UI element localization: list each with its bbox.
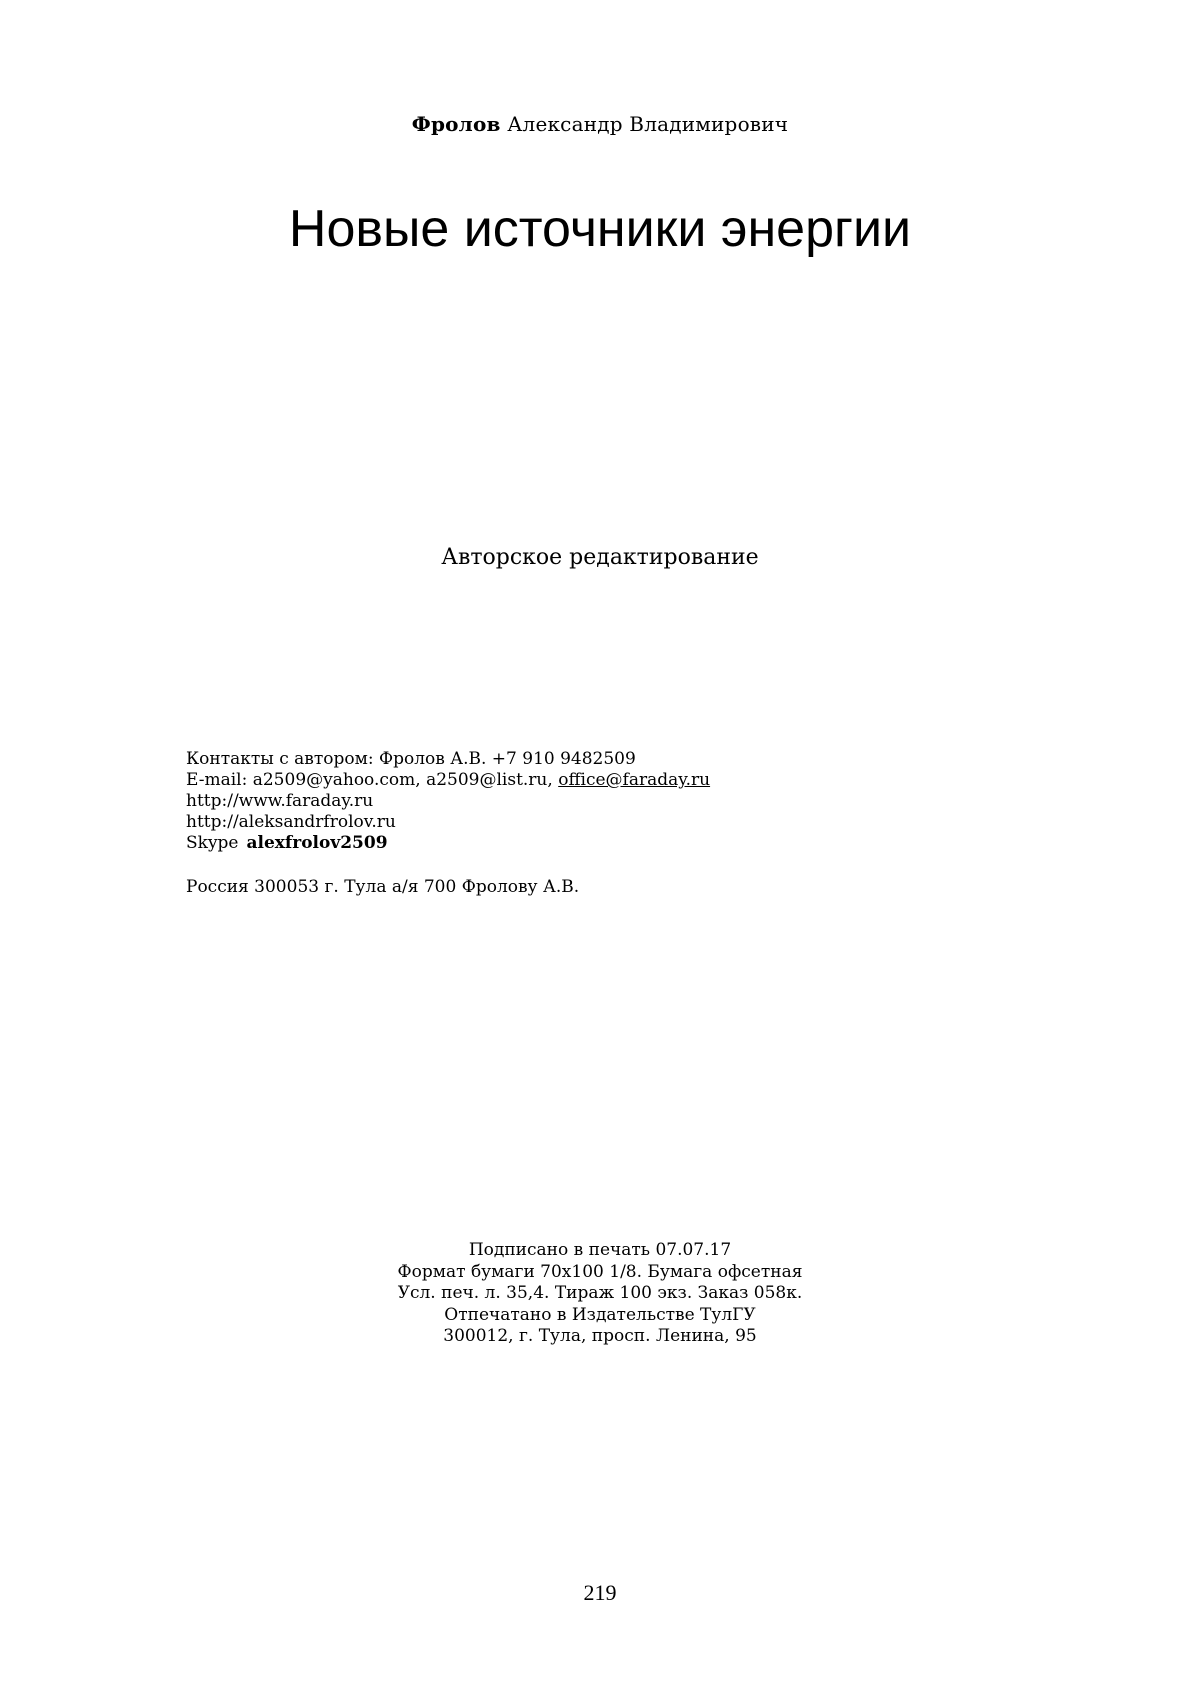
imprint-paper-format: Формат бумаги 70x100 1/8. Бумага офсетная: [397, 1261, 803, 1282]
imprint-print-run: Усл. печ. л. 35,4. Тираж 100 экз. Заказ 058к.: [397, 1283, 803, 1303]
imprint-signed-date: Подписано в печать 07.07.17: [468, 1240, 732, 1260]
author-given-names: Александр Владимирович: [507, 112, 789, 136]
email-list: E-mail: a2509@yahoo.com, a2509@list.ru,: [186, 770, 559, 790]
skype-id: alexfrolov2509: [246, 833, 388, 853]
website-faraday: http://www.faraday.ru: [186, 791, 374, 811]
author-contacts: [186, 749, 986, 854]
author-surname: Фролов: [411, 112, 501, 136]
skype-line: [186, 833, 986, 854]
postal-address: Россия 300053 г. Тула а/я 700 Фролову А.В.: [186, 877, 580, 897]
skype-label: Skype: [186, 833, 239, 853]
imprint-publisher-address: 300012, г. Тула, просп. Ленина, 95: [443, 1326, 757, 1346]
website-aleksandrfrolov: http://aleksandrfrolov.ru: [186, 812, 396, 832]
edition-note: Авторское редактирование: [441, 545, 759, 570]
page-number: 219: [583, 1580, 617, 1605]
contacts-email-line: [186, 770, 986, 791]
office-email-link[interactable]: office@faraday.ru: [558, 770, 711, 790]
contacts-phone-line: Контакты с автором: Фролов А.В. +7 910 9482509: [186, 749, 636, 769]
imprint-publisher: Отпечатано в Издательстве ТулГУ: [444, 1304, 756, 1325]
author-line: [0, 112, 1200, 136]
imprint-block: [0, 1240, 1200, 1348]
book-title: Новые источники энергии: [288, 200, 912, 258]
